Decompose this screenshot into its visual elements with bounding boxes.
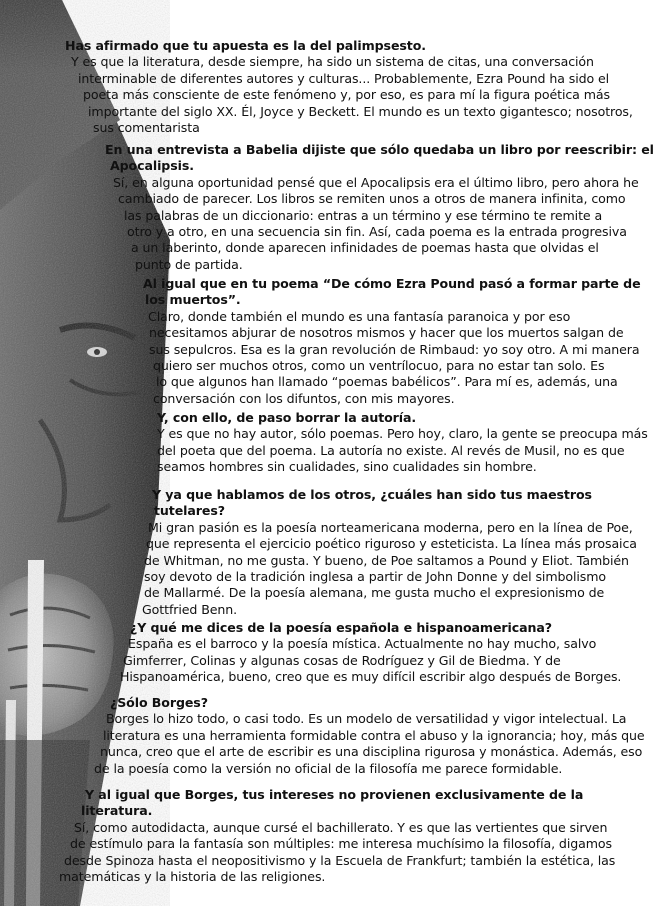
interview-answer-line: Sí, como autodidacta, aunque cursé el bachillerato. Y es que las vertientes que sirven (74, 819, 608, 835)
interview-qa-8 (59, 787, 616, 885)
interview-answer-line: las palabras de un diccionario: entras a un término y ese término te remite a (124, 207, 603, 223)
interview-answer-line: Claro, donde también el mundo es una fantasía paranoica y por eso (148, 308, 571, 324)
interview-question: Apocalipsis. (110, 158, 194, 174)
interview-answer-line: Y es que no hay autor, sólo poemas. Pero hoy, claro, la gente se preocupa más (157, 426, 648, 442)
interview-answer-line: a un laberinto, donde aparecen infinidades de poemas hasta que olvidas el (131, 240, 599, 256)
interview-qa-3 (143, 276, 641, 407)
interview-question: ¿Y qué me dices de la poesía española e hispanoamericana? (130, 620, 552, 635)
interview-answer-line: importante del siglo XX. Él, Joyce y Beckett. El mundo es un texto gigantesco; nosotros, (88, 103, 633, 119)
interview-answer-line: Mi gran pasión es la poesía norteamericana moderna, pero en la línea de Poe, (148, 519, 633, 535)
interview-answer-line: cambiado de parecer. Los libros se remiten unos a otros de manera infinita, como (118, 191, 626, 207)
interview-qa-1 (63, 38, 633, 136)
interview-answer-line: de estímulo para la fantasía son múltiples: me interesa muchísimo la filosofía, digamos (70, 836, 612, 852)
interview-answer-line: de Whitman, no me gusta. Y bueno, de Poe saltamos a Pound y Eliot. También (144, 552, 629, 568)
interview-answer-line: nunca, creo que el arte de escribir es una disciplina rigurosa y monástica. Además, eso (100, 744, 643, 760)
interview-answer-line: seamos hombres sin cualidades, sino cualidades sin hombre. (157, 459, 537, 475)
interview-qa-6 (120, 620, 622, 686)
interview-answer-line: punto de partida. (135, 256, 243, 272)
interview-answer-line: Hispanoamérica, bueno, creo que es muy difícil escribir algo después de Borges. (120, 669, 622, 685)
interview-answer-line: sus comentarista (93, 120, 200, 136)
interview-qa-7 (94, 695, 645, 777)
interview-answer-line: quiero ser muchos otros, como un ventrílocuo, para no estar tan solo. Es (153, 358, 605, 374)
interview-answer-line: Y es que la literatura, desde siempre, ha sido un sistema de citas, una conversación (71, 54, 594, 70)
interview-answer-line: del poeta que del poema. La autoría no existe. Al revés de Musil, no es que (157, 442, 625, 458)
interview-question: Y ya que hablamos de los otros, ¿cuáles han sido tus maestros (152, 487, 592, 502)
interview-question: Has afirmado que tu apuesta es la del palimpsesto. (65, 38, 426, 53)
interview-answer-line: interminable de diferentes autores y culturas... Probablemente, Ezra Pound ha sido el (78, 70, 610, 86)
interview-answer-line: España es el barroco y la poesía mística. Actualmente no hay mucho, salvo (128, 636, 597, 652)
interview-question: Y, con ello, de paso borrar la autoría. (157, 410, 417, 425)
interview-answer-line: que representa el ejercicio poético riguroso y esteticista. La línea más prosaica (146, 536, 637, 552)
interview-answer-line: otro y a otro, en una secuencia sin fin. Así, cada poema es la entrada progresiva (127, 224, 627, 240)
interview-answer-line: Sí, en alguna oportunidad pensé que el Apocalipsis era el último libro, pero ahora he (113, 174, 639, 190)
interview-answer-line: soy devoto de la tradición inglesa a partir de John Donne y del simbolismo (144, 569, 607, 585)
interview-answer-line: Gottfried Benn. (142, 601, 238, 617)
interview-question: Y al igual que Borges, tus intereses no provienen exclusivamente de la (85, 787, 584, 802)
interview-answer-line: necesitamos abjurar de nosotros mismos y hacer que los muertos salgan de (149, 325, 624, 341)
interview-answer-line: Gimferrer, Colinas y algunas cosas de Rodríguez y Gil de Biedma. Y de (123, 652, 561, 668)
interview-question: los muertos”. (145, 292, 241, 308)
interview-question: literatura. (81, 803, 153, 819)
interview-qa-4 (157, 410, 648, 476)
interview-answer-line: sus sepulcros. Esa es la gran revolución de Rimbaud: yo soy otro. A mi manera (149, 341, 640, 357)
interview-question: Al igual que en tu poema “De cómo Ezra Pound pasó a formar parte de (143, 276, 641, 291)
interview-answer-line: conversación con los difuntos, con mis mayores. (153, 390, 455, 406)
interview-answer-line: literatura es una herramienta formidable contra el abuso y la ignorancia; hoy, más que (103, 727, 645, 743)
interview-answer-line: matemáticas y la historia de las religiones. (59, 869, 326, 885)
interview-answer-line: Borges lo hizo todo, o casi todo. Es un modelo de versatilidad y vigor intelectual. La (106, 711, 627, 727)
interview-answer-line: poeta más consciente de este fenómeno y, por eso, es para mí la figura poética más (83, 87, 610, 103)
interview-question: ¿Sólo Borges? (110, 695, 208, 710)
interview-question: tutelares? (154, 503, 225, 519)
interview-qa-2 (105, 142, 654, 273)
interview-question: En una entrevista a Babelia dijiste que sólo quedaba un libro por reescribir: el (105, 142, 654, 157)
interview-answer-line: lo que algunos han llamado “poemas babélicos”. Para mí es, además, una (156, 374, 618, 390)
interview-qa-5 (142, 487, 637, 618)
interview-answer-line: de Mallarmé. De la poesía alemana, me gusta mucho el expresionismo de (144, 585, 605, 601)
interview-answer-line: desde Spinoza hasta el neopositivismo y la Escuela de Frankfurt; también la estética, las (64, 852, 616, 868)
interview-answer-line: de la poesía como la versión no oficial de la filosofía me parece formidable. (94, 760, 563, 776)
